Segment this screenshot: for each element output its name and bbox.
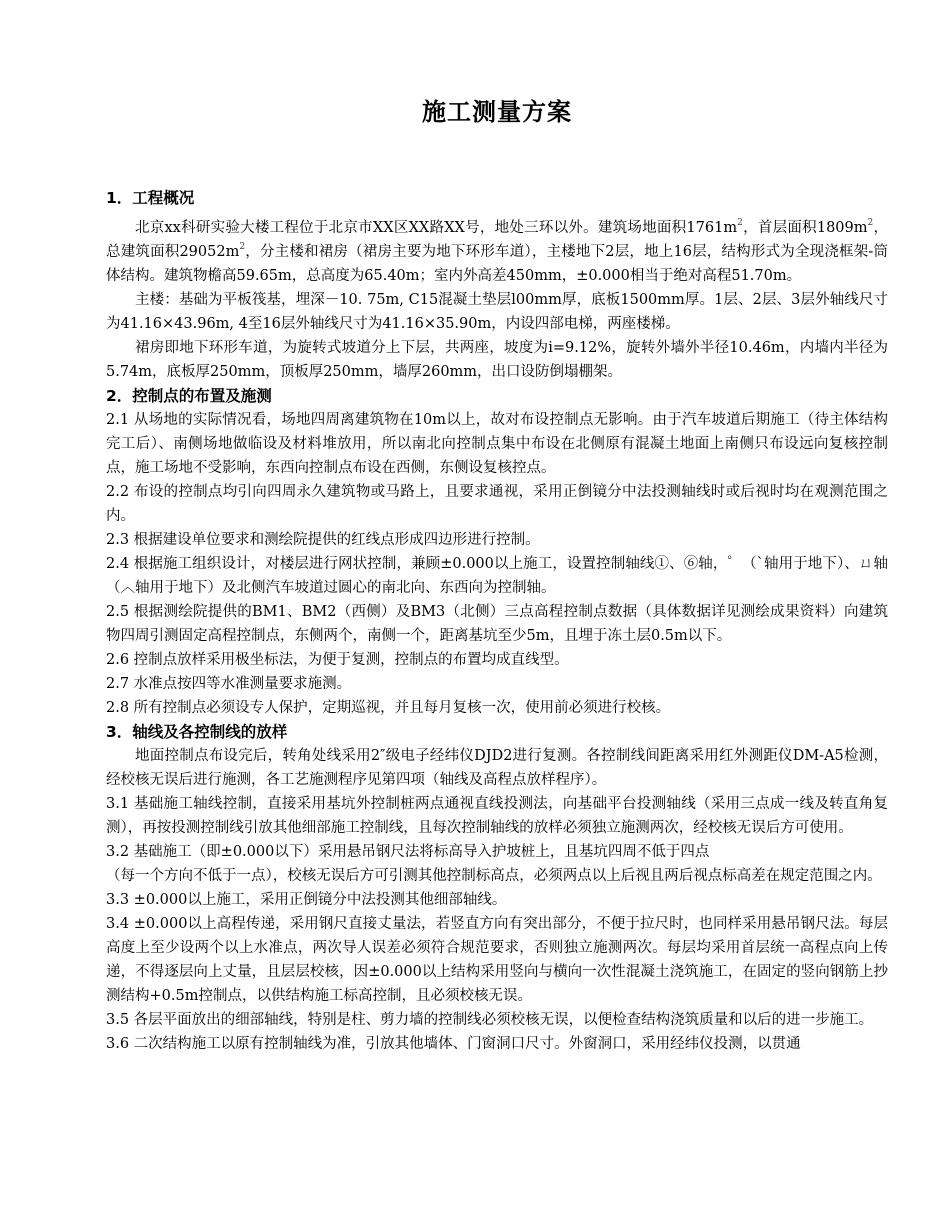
axis-item: 3.6 二次结构施工以原有控制轴线为准，引放其他墙体、门窗洞口尺寸。外窗洞口，采用经纬仪投测，以贯通 <box>106 1036 801 1052</box>
overview-paragraph-2: 主楼：基础为平板筏基，埋深－10. 75m, C15混凝土垫层l00mm厚，底板1500mm厚。1层、2层、3层外轴线尺寸为41.16×43.96m, 4至16层外轴线尺寸为41.16×35.90m，内设四部电梯，两座楼梯。 <box>106 292 888 332</box>
page-title: 施工测量方案 <box>422 98 572 126</box>
axis-item: 3.1 基础施工轴线控制，直接采用基坑外控制桩两点通视直线投测法，向基础平台投测轴线（采用三点成一线及转直角复测），再按投测控制线引放其他细部施工控制线，且每次控制轴线的放样必须独立施测两次，经校核无误后方可使用。 <box>106 796 888 836</box>
overview-text-a: 北京xx科研实验大楼工程位于北京市XX区XX路XX号，地处三环以外。建筑场地面积1761m <box>135 220 738 236</box>
overview-paragraph-1 <box>106 216 888 288</box>
control-item: 2.7 水准点按四等水准测量要求施测。 <box>106 676 352 692</box>
axis-intro-paragraph: 地面控制点布设完后，转角处线采用2″级电子经纬仪DJD2进行复测。各控制线间距离采用红外测距仪DM-A5检测，经校核无误后进行施测，各工艺施测程序见第四项（轴线及高程点放样程序）。 <box>106 748 888 788</box>
overview-text-c: ，总建筑面积29052m <box>106 220 889 260</box>
overview-paragraph-3: 裙房即地下环形车道，为旋转式坡道分上下层，共两座，坡度为i=9.12%，旋转外墙外半径10.46m，内墙内半径为5.74m，底板厚250mm，顶板厚250mm，墙厚260mm，出口设防倒塌棚架。 <box>106 340 888 380</box>
overview-text-d: ，分主楼和裙房（裙房主要为地下环形车道），主楼地下2层，地上16层，结构形式为全现浇框架-筒体结构。建筑物檐高59.65m，总高度为65.40m；室内外高差450mm，±0.000相当于绝对高程51.70m。 <box>106 244 888 284</box>
control-item: 2.2 布设的控制点均引向四周永久建筑物或马路上，且要求通视，采用正倒镜分中法投测轴线时或后视时均在观测范围之内。 <box>106 484 888 524</box>
axis-item: 3.4 ±0.000以上高程传递，采用钢尺直接丈量法，若竖直方向有突出部分，不便于拉尺时，也同样采用悬吊钢尺法。每层高度上至少设两个以上水准点，两次导人误差必须符合规范要求，否则独立施测两次。每层均采用首层统一高程点向上传递，不得逐层向上丈量，且层层校核，因±0.000以上结构采用竖向与横向一次性混凝土浇筑施工，在固定的竖向钢筋上抄测结构+0.5m控制点，以供结构施工标高控制，且必须校核无误。 <box>106 916 888 1004</box>
axis-item: 3.3 ±0.000以上施工，采用正倒镜分中法投测其他细部轴线。 <box>106 892 507 908</box>
control-item: 2.4 根据施工组织设计，对楼层进行网状控制，兼顾±0.000以上施工，设置控制轴线①、⑥轴，゜（ˋ轴用于地下）、ㄩ轴（︿轴用于地下）及北侧汽车坡道过圆心的南北向、东西向为控制轴。 <box>106 556 888 596</box>
section-heading-control-points: 2．控制点的布置及施测 <box>106 387 272 405</box>
superscript-2: 2 <box>737 218 743 228</box>
control-item: 2.1 从场地的实际情况看，场地四周离建筑物在10m以上，故对布设控制点无影响。由于汽车坡道后期施工（待主体结构完工后）、南侧场地做临设及材料堆放用，所以南北向控制点集中布设在北侧原有混凝土地面上南侧只布设远向复核控制点，施工场地不受影响，东西向控制点布设在西侧，东侧设复核控点。 <box>106 412 888 476</box>
superscript-2: 2 <box>239 242 246 252</box>
axis-item: （每一个方向不低于一点），校核无误后方可引测其他控制标高点，必须两点以上后视且两后视点标高差在规定范围之内。 <box>106 868 882 884</box>
section-heading-axis-layout: 3．轴线及各控制线的放样 <box>106 723 288 741</box>
control-item: 2.6 控制点放样采用极坐标法，为便于复测，控制点的布置均成直线型。 <box>106 652 569 668</box>
axis-item: 3.5 各层平面放出的细部轴线，特别是柱、剪力墙的控制线必须校核无误，以便检查结构浇筑质量和以后的进一步施工。 <box>106 1012 874 1028</box>
control-item: 2.3 根据建设单位要求和测绘院提供的红线点形成四边形进行控制。 <box>106 532 540 548</box>
control-item: 2.5 根据测绘院提供的BM1、BM2（西侧）及BM3（北侧）三点高程控制点数据（具体数据详见测绘成果资料）向建筑物四周引测固定高程控制点，东侧两个，南侧一个，距离基坑至少5m，且埋于冻土层0.5m以下。 <box>106 604 888 644</box>
control-item: 2.8 所有控制点必须设专人保护，定期巡视，并且每月复核一次，使用前必须进行校核。 <box>106 700 671 716</box>
superscript-2: 2 <box>867 218 874 228</box>
axis-item: 3.2 基础施工（即±0.000以下）采用悬吊钢尺法将标高导入护坡桩上，且基坑四周不低于四点 <box>106 844 710 860</box>
overview-text-b: ，首层面积1809m <box>742 220 868 236</box>
section-heading-overview: 1．工程概况 <box>106 189 195 207</box>
